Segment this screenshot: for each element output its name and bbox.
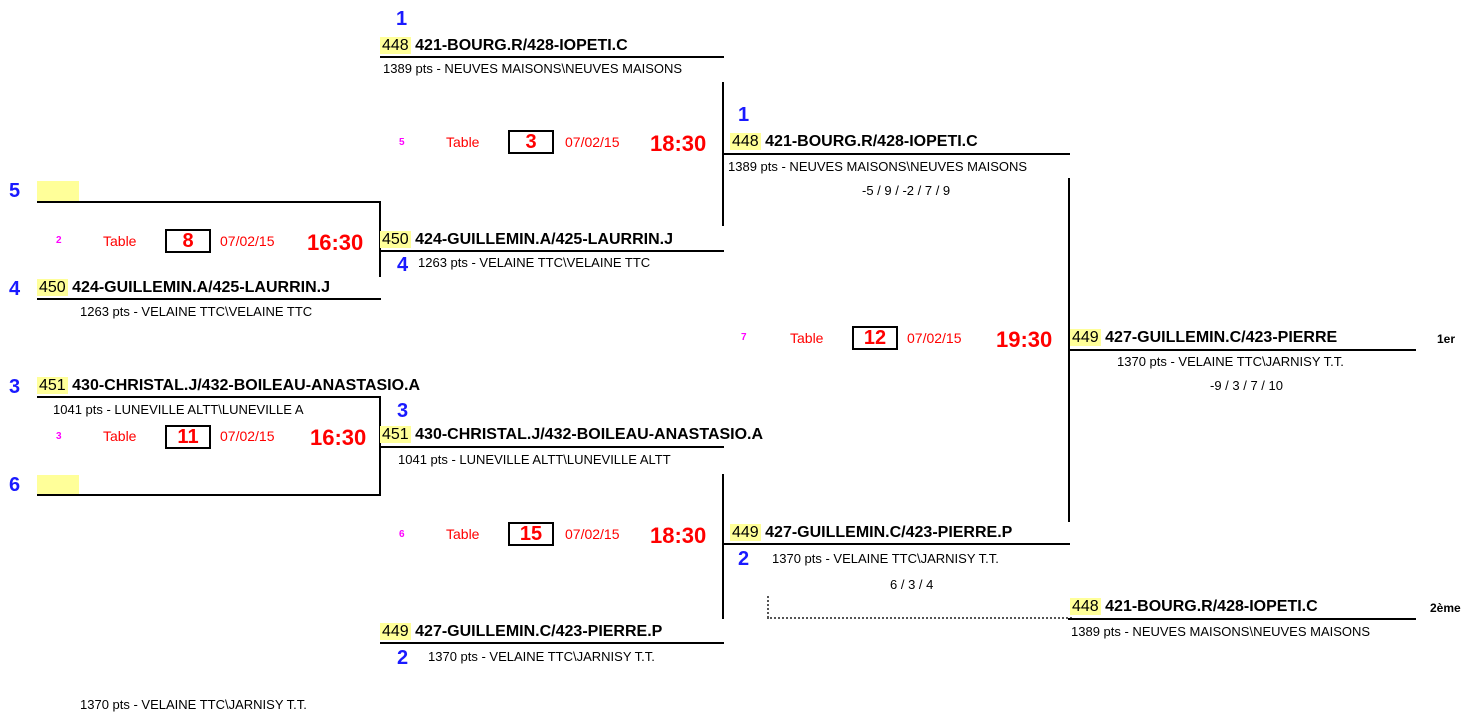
seed-number: 4 — [9, 278, 21, 300]
team-code: 448 — [732, 133, 759, 150]
match-score: -9 / 3 / 7 / 10 — [1210, 378, 1283, 393]
match-number: 3 — [56, 431, 62, 442]
team-points: 1263 pts - VELAINE TTC\VELAINE TTC — [418, 255, 651, 270]
match-time: 18:30 — [650, 523, 707, 548]
team-code: 451 — [382, 426, 409, 443]
match-date: 07/02/15 — [565, 526, 620, 542]
team-points: 1370 pts - VELAINE TTC\JARNISY T.T. — [772, 551, 999, 566]
team-points: 1389 pts - NEUVES MAISONS\NEUVES MAISONS — [728, 159, 1028, 174]
seed-number: 1 — [396, 8, 408, 30]
table-number: 15 — [508, 522, 554, 546]
team-code: 449 — [732, 524, 759, 541]
team-points: 1389 pts - NEUVES MAISONS\NEUVES MAISONS — [383, 61, 683, 76]
table-label: Table — [446, 134, 480, 150]
table-label: Table — [790, 330, 824, 346]
team-code: 450 — [39, 279, 66, 296]
match-score: -5 / 9 / -2 / 7 / 9 — [862, 183, 951, 198]
match-number: 6 — [399, 529, 405, 540]
match-date: 07/02/15 — [907, 330, 962, 346]
team-code: 451 — [39, 377, 66, 394]
team-points: 1041 pts - LUNEVILLE ALTT\LUNEVILLE ALTT — [398, 452, 671, 467]
team-name: 427-GUILLEMIN.C/423-PIERRE — [1105, 329, 1338, 346]
team-points: 1041 pts - LUNEVILLE ALTT\LUNEVILLE A — [53, 402, 304, 417]
team-entry — [380, 231, 673, 249]
team-name: 421-BOURG.R/428-IOPETI.C — [415, 37, 628, 54]
team-entry — [730, 133, 978, 151]
team-entry — [37, 279, 330, 297]
match-number: 2 — [56, 235, 62, 246]
team-code: 448 — [1072, 598, 1099, 615]
seed-number: 2 — [738, 548, 750, 570]
match-number: 5 — [399, 137, 405, 148]
team-points: 1370 pts - VELAINE TTC\JARNISY T.T. — [428, 649, 655, 664]
table-number: 12 — [852, 326, 898, 350]
team-entry — [380, 623, 662, 641]
team-name: 427-GUILLEMIN.C/423-PIERRE.P — [415, 623, 663, 640]
team-points: 1263 pts - VELAINE TTC\VELAINE TTC — [80, 304, 313, 319]
team-name: 430-CHRISTAL.J/432-BOILEAU-ANASTASIO.A — [415, 426, 764, 443]
team-code: 449 — [1072, 329, 1099, 346]
match-date: 07/02/15 — [565, 134, 620, 150]
team-name: 424-GUILLEMIN.A/425-LAURRIN.J — [72, 279, 330, 296]
seed-number: 1 — [738, 104, 750, 126]
match-time: 19:30 — [996, 327, 1053, 352]
team-entry — [730, 524, 1012, 542]
placement-label: 1er — [1437, 332, 1456, 346]
match-number: 7 — [741, 332, 747, 343]
team-name: 430-CHRISTAL.J/432-BOILEAU-ANASTASIO.A — [72, 377, 421, 394]
team-entry — [380, 426, 763, 444]
seed-number: 6 — [9, 474, 21, 496]
match-time: 16:30 — [307, 230, 364, 255]
team-code: 450 — [382, 231, 409, 248]
team-entry — [380, 37, 628, 55]
team-name: 424-GUILLEMIN.A/425-LAURRIN.J — [415, 231, 673, 248]
match-date: 07/02/15 — [220, 233, 275, 249]
table-number: 8 — [165, 229, 211, 253]
table-label: Table — [103, 428, 137, 444]
seed-number: 3 — [9, 376, 21, 398]
table-number: 3 — [508, 130, 554, 154]
footer-points: 1370 pts - VELAINE TTC\JARNISY T.T. — [80, 697, 307, 712]
team-code: 449 — [382, 623, 409, 640]
seed-number: 2 — [397, 647, 409, 669]
table-label: Table — [446, 526, 480, 542]
team-name: 427-GUILLEMIN.C/423-PIERRE.P — [765, 524, 1013, 541]
team-entry — [1070, 598, 1318, 616]
team-entry — [37, 377, 420, 395]
seed-number: 4 — [397, 254, 409, 276]
seed-number: 3 — [397, 400, 409, 422]
table-label: Table — [103, 233, 137, 249]
table-number: 11 — [165, 425, 211, 449]
match-score: 6 / 3 / 4 — [890, 577, 934, 592]
team-code: 448 — [382, 37, 409, 54]
match-time: 16:30 — [310, 425, 367, 450]
team-points: 1370 pts - VELAINE TTC\JARNISY T.T. — [1117, 354, 1344, 369]
placement-label: 2ème — [1430, 601, 1461, 615]
match-time: 18:30 — [650, 131, 707, 156]
team-name: 421-BOURG.R/428-IOPETI.C — [765, 133, 978, 150]
seed-number: 5 — [9, 180, 21, 202]
team-entry — [1070, 329, 1337, 347]
team-name: 421-BOURG.R/428-IOPETI.C — [1105, 598, 1318, 615]
team-points: 1389 pts - NEUVES MAISONS\NEUVES MAISONS — [1071, 624, 1371, 639]
match-date: 07/02/15 — [220, 428, 275, 444]
